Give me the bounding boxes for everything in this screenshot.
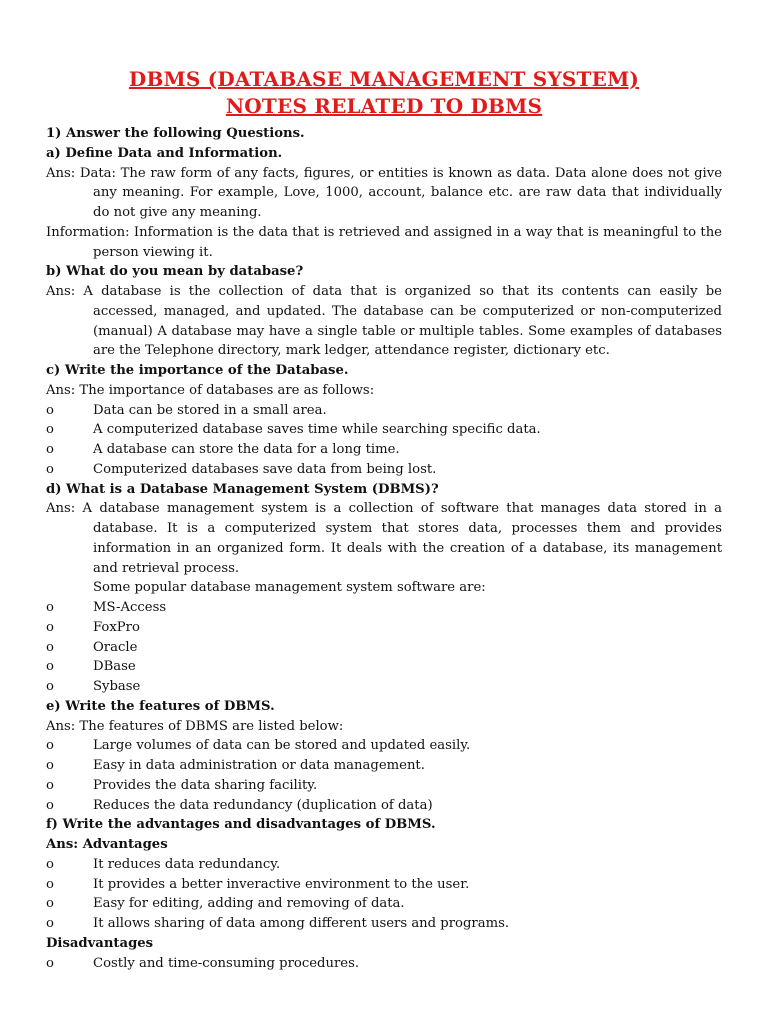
question-d: d) What is a Database Management System (DBMS)? <box>46 481 439 497</box>
answer-a-information: Information: Information is the data that is retrieved and assigned in a way that is meaningful to the person viewing it. <box>46 224 722 260</box>
list-item-text: Provides the data sharing facility. <box>93 777 318 793</box>
list-item <box>46 460 722 480</box>
answer-a-data: Ans: Data: The raw form of any facts, figures, or entities is known as data. Data alone does not give any meaning. For example, Love, 1000, account, balance etc. are raw data that individually do not give any meaning. <box>46 165 722 220</box>
list-item <box>46 954 722 974</box>
question-a: a) Define Data and Information. <box>46 145 283 161</box>
list-item-text: FoxPro <box>93 619 140 635</box>
bullet-marker: o <box>46 619 54 635</box>
list-item <box>46 736 722 756</box>
question-f: f) Write the advantages and disadvantages of DBMS. <box>46 817 436 833</box>
bullet-marker: o <box>46 758 54 773</box>
list-item <box>46 776 722 796</box>
bullet-marker: o <box>46 896 54 912</box>
bullet-marker: o <box>46 856 54 872</box>
list-advantages <box>46 855 722 934</box>
list-item <box>46 657 722 677</box>
list-item-text: A database can store the data for a long time. <box>93 442 400 457</box>
list-item <box>46 638 722 658</box>
advantages-heading: Ans: Advantages <box>46 837 168 852</box>
list-e <box>46 736 722 815</box>
list-item <box>46 420 722 440</box>
list-item <box>46 875 722 895</box>
answer-d-software-intro: Some popular database management system software are: <box>93 580 486 596</box>
document-title-line-2: NOTES RELATED TO DBMS <box>225 94 543 118</box>
list-item <box>46 618 722 638</box>
answer-b: Ans: A database is the collection of data that is organized so that its contents can easily be accessed, managed, and updated. The database can be computerized or non-computerized (manual) A database may have a single table or multiple tables. Some examples of databases are the Telephone directory, mark ledger, attendance register, dictionary etc. <box>46 284 722 359</box>
list-item-text: Computerized databases save data from being lost. <box>93 461 437 477</box>
list-item-text: It reduces data redundancy. <box>93 856 281 872</box>
bullet-marker: o <box>46 738 54 754</box>
answer-d: Ans: A database management system is a collection of software that manages data stored in a database. It is a computerized system that stores data, processes them and provides information in an organized form. It deals with the creation of a database, its management and retrieval process. <box>46 501 722 576</box>
list-item-text: Easy in data administration or data management. <box>93 758 425 773</box>
list-item <box>46 440 722 460</box>
list-item-text: Oracle <box>93 639 138 655</box>
document-title-line-1: DBMS (DATABASE MANAGEMENT SYSTEM) <box>128 67 640 91</box>
list-item-text: It allows sharing of data among different users and programs. <box>93 916 510 931</box>
answer-e: Ans: The features of DBMS are listed below: <box>46 718 344 734</box>
question-heading-1: 1) Answer the following Questions. <box>46 126 305 141</box>
question-b: b) What do you mean by database? <box>46 264 304 280</box>
bullet-marker: o <box>46 659 54 675</box>
bullet-marker: o <box>46 402 54 418</box>
list-item <box>46 894 722 914</box>
list-item-text: Large volumes of data can be stored and updated easily. <box>93 738 471 754</box>
bullet-marker: o <box>46 679 54 694</box>
list-item-text: Reduces the data redundancy (duplication of data) <box>93 797 433 813</box>
list-item-text: DBase <box>93 659 136 675</box>
bullet-marker: o <box>46 422 54 438</box>
list-item <box>46 756 722 776</box>
bullet-marker: o <box>46 955 54 971</box>
list-item-text: Costly and time-consuming procedures. <box>93 955 360 971</box>
bullet-marker: o <box>46 916 54 931</box>
list-item <box>46 914 722 934</box>
list-disadvantages <box>46 954 722 974</box>
question-e: e) Write the features of DBMS. <box>46 698 275 714</box>
list-item <box>46 796 722 816</box>
bullet-marker: o <box>46 797 54 813</box>
list-item-text: Sybase <box>93 679 141 694</box>
list-item-text: Data can be stored in a small area. <box>93 402 327 418</box>
disadvantages-heading: Disadvantages <box>46 935 154 951</box>
list-item <box>46 677 722 697</box>
list-c <box>46 401 722 480</box>
document-page <box>46 66 722 973</box>
list-item <box>46 598 722 618</box>
bullet-marker: o <box>46 777 54 793</box>
list-item-text: MS-Access <box>93 600 167 615</box>
list-item-text: Easy for editing, adding and removing of data. <box>93 896 405 912</box>
bullet-marker: o <box>46 461 54 477</box>
list-item <box>46 855 722 875</box>
list-item <box>46 401 722 421</box>
answer-c: Ans: The importance of databases are as follows: <box>46 382 375 398</box>
list-item-text: It provides a better inveractive environment to the user. <box>93 876 470 892</box>
bullet-marker: o <box>46 600 54 615</box>
bullet-marker: o <box>46 442 54 457</box>
bullet-marker: o <box>46 876 54 892</box>
question-c: c) Write the importance of the Database. <box>46 363 349 378</box>
bullet-marker: o <box>46 639 54 655</box>
list-d <box>46 598 722 697</box>
list-item-text: A computerized database saves time while searching specific data. <box>93 422 541 438</box>
